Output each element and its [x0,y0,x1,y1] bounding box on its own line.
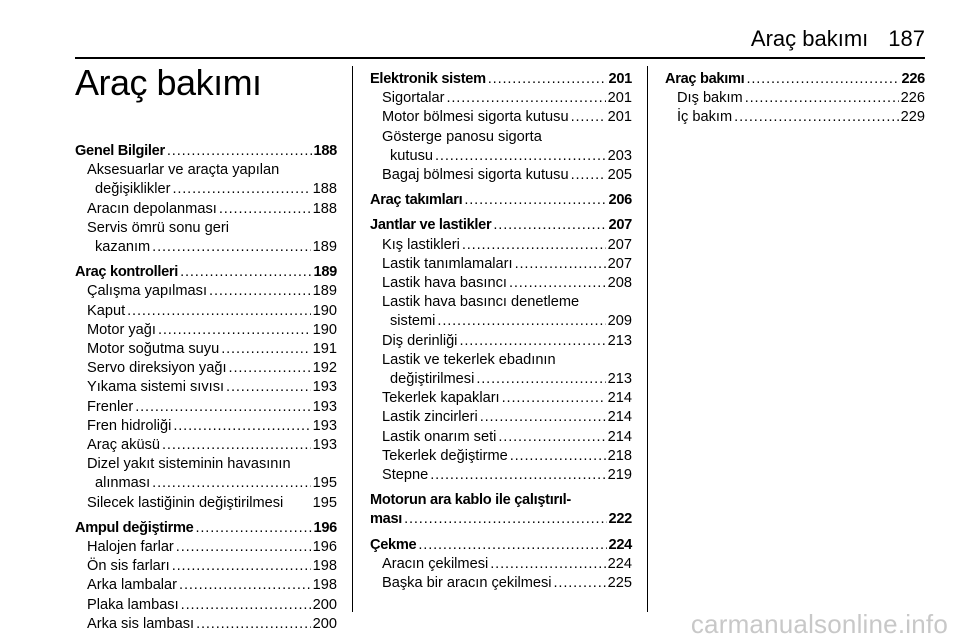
dot-leader [196,615,311,634]
item-entry [87,282,337,301]
toc-item[interactable] [75,596,337,615]
item-entry [87,474,337,493]
item-entry [87,615,337,634]
item-page: 190 [312,302,337,319]
item-label: Kış lastikleri [382,236,460,253]
dot-leader [746,70,899,89]
item-page: 198 [312,558,337,575]
dot-leader [476,370,605,389]
dot-leader [571,166,606,185]
toc-section [75,142,337,257]
item-label: Fren hidroliği [87,417,172,434]
item-entry [382,147,632,166]
item-page: 207 [607,236,632,253]
watermark: carmanualsonline.info [690,609,948,639]
item-page: 201 [607,90,632,107]
section-entry[interactable] [75,519,337,538]
item-entry [87,238,337,257]
dot-leader [493,216,606,235]
dot-leader [430,466,605,485]
section-entry[interactable] [370,191,632,210]
toc-section [370,70,632,185]
toc-item[interactable] [665,89,925,108]
item-page: 203 [607,147,632,164]
item-label: Servo direksiyon yağı [87,360,227,377]
item-entry [382,447,632,466]
section-page: 196 [313,519,337,536]
toc-item[interactable] [370,389,632,408]
dot-leader [229,359,311,378]
item-page: 219 [607,467,632,484]
toc-item[interactable] [75,340,337,359]
item-page: 189 [312,239,337,256]
item-entry [382,555,632,574]
section-entry[interactable] [75,263,337,282]
item-entry [87,576,337,595]
dot-leader [462,236,606,255]
item-page: 214 [607,390,632,407]
item-label: değiştirilmesi [390,371,475,388]
item-entry [382,236,632,255]
toc-section [665,70,925,128]
section-title: Araç bakımı [665,71,745,87]
section-entry[interactable] [370,536,632,555]
item-page: 213 [607,332,632,349]
item-page: 218 [607,447,632,464]
item-label: kazanım [95,239,151,256]
item-page: 214 [607,409,632,426]
item-label: Ön sis farları [87,558,170,575]
item-label: Motor soğutma suyu [87,341,220,358]
dot-leader [571,108,606,127]
section-title: Araç takımları [370,192,463,209]
dot-leader [502,389,606,408]
toc-item[interactable] [75,161,337,199]
section-title: Çekme [370,536,417,553]
toc-item[interactable] [75,398,337,417]
running-header [75,26,925,56]
dot-leader [734,108,898,127]
item-label: Aracın çekilmesi [382,555,489,572]
toc-item[interactable] [370,236,632,255]
dot-leader [181,596,311,615]
column-divider [647,66,648,612]
toc-item[interactable] [75,282,337,301]
item-entry [87,417,337,436]
toc-item[interactable] [75,321,337,340]
toc-item[interactable] [370,447,632,466]
dot-leader [127,302,311,321]
item-label: Lastik tanımlamaları [382,255,513,272]
item-entry [87,398,337,417]
item-entry [87,340,337,359]
toc-item[interactable] [370,89,632,108]
dot-leader [464,191,606,210]
toc-item[interactable] [370,293,632,331]
dot-leader [490,555,605,574]
dot-leader [195,519,311,538]
item-entry [382,389,632,408]
toc-item[interactable] [370,166,632,185]
dot-leader [745,89,899,108]
item-page: 192 [312,360,337,377]
dot-leader [488,70,607,89]
item-page: 188 [312,181,337,198]
dot-leader [509,274,606,293]
toc-item[interactable] [370,574,632,593]
toc-item[interactable] [370,255,632,274]
section-entry[interactable] [75,142,337,161]
dot-leader [209,282,311,301]
item-entry [382,108,632,127]
item-entry [382,428,632,447]
item-label: Lastik hava basıncı denetleme [382,294,580,311]
item-page: 195 [312,475,337,492]
item-label: Plaka lambası [87,596,179,613]
section-page: 206 [608,192,632,209]
item-page: 226 [900,90,925,107]
dot-leader [167,142,312,161]
toc-item[interactable] [75,494,337,513]
toc-item[interactable] [75,455,337,493]
dot-leader [498,428,605,447]
toc-section [75,519,337,634]
item-entry [87,359,337,378]
dot-leader [152,474,310,493]
section-title: Genel Bilgiler [75,143,165,159]
item-page: 198 [312,577,337,594]
item-entry [382,332,632,351]
item-page: 196 [312,539,337,556]
toc-item[interactable] [370,555,632,574]
item-label: Bagaj bölmesi sigorta kutusu [382,167,569,184]
item-page: 205 [607,167,632,184]
item-label: Aksesuarlar ve araçta yapılan [87,162,280,179]
item-label: Dış bakım [677,90,743,107]
item-entry [382,574,632,593]
toc-item[interactable] [75,576,337,595]
section-page: 224 [608,536,632,553]
toc-item[interactable] [75,615,337,634]
dot-leader [510,447,606,466]
item-label: Lastik onarım seti [382,428,497,445]
dot-leader [446,89,605,108]
toc-item[interactable] [75,557,337,576]
section-page: 188 [313,143,337,159]
column-divider [352,66,353,612]
dot-leader [226,378,311,397]
item-page: 200 [312,615,337,632]
toc-item[interactable] [370,408,632,427]
toc-item[interactable] [75,200,337,219]
item-label: Araç aküsü [87,437,161,454]
item-page: 193 [312,379,337,396]
dot-leader [437,312,605,331]
section-title: Araç kontrolleri [75,264,179,281]
item-label: kutusu [390,147,433,164]
dot-leader [172,180,310,199]
header-rule [75,57,925,59]
item-label: Stepne [382,467,429,484]
item-label: Çalışma yapılması [87,283,208,300]
dot-leader [435,147,606,166]
toc-item[interactable] [75,302,337,321]
dot-leader [172,557,311,576]
toc-item[interactable] [75,436,337,455]
item-entry [87,302,337,321]
dot-leader [554,574,606,593]
item-entry [87,596,337,615]
item-page: 195 [312,494,337,511]
item-page: 191 [312,341,337,358]
item-entry [87,436,337,455]
item-page: 201 [607,109,632,126]
toc-section [370,491,632,529]
item-entry [677,89,925,108]
page-number: 187 [888,26,925,51]
toc-section [370,536,632,594]
toc-item[interactable] [370,108,632,127]
toc-column-3 [665,70,925,128]
item-entry [87,557,337,576]
item-page: 207 [607,255,632,272]
item-entry [382,274,632,293]
item-label: Lastik ve tekerlek ebadının [382,351,556,368]
dot-leader [459,332,605,351]
item-page: 193 [312,437,337,454]
section-title: Jantlar ve lastikler [370,217,492,234]
item-entry [87,321,337,340]
item-page: 213 [607,371,632,388]
item-label: Lastik zincirleri [382,409,478,426]
item-label: Servis ömrü sonu geri [87,219,229,236]
toc-item[interactable] [370,332,632,351]
item-label: Motor bölmesi sigorta kutusu [382,109,569,126]
dot-leader [515,255,606,274]
section-page: 189 [313,264,337,281]
item-page: 224 [607,555,632,572]
dot-leader [221,340,310,359]
dot-leader [418,536,606,555]
toc-item[interactable] [370,466,632,485]
item-label: İç bakım [677,109,733,126]
section-title: ması [370,511,403,528]
section-entry[interactable] [370,216,632,235]
item-label: Sigortalar [382,90,445,107]
item-label: Diş derinliği [382,332,458,349]
running-header-title: Araç bakımı [750,26,869,51]
item-label: Yıkama sistemi sıvısı [87,379,225,396]
item-page: 209 [607,313,632,330]
item-label: Dizel yakıt sisteminin havasının [87,456,291,473]
toc-item[interactable] [370,351,632,389]
toc-section [370,216,632,485]
dot-leader [179,576,311,595]
item-page: 193 [312,417,337,434]
item-entry [382,312,632,331]
dot-leader [173,417,310,436]
dot-leader [135,398,310,417]
toc-item[interactable] [370,274,632,293]
item-entry [87,538,337,557]
item-label: Motor yağı [87,321,156,338]
section-page: 201 [608,71,632,87]
item-page: 225 [607,575,632,592]
item-page: 208 [607,275,632,292]
item-entry [382,466,632,485]
dot-leader [404,510,606,529]
section-entry[interactable] [370,70,632,89]
dot-leader [158,321,311,340]
item-label: Aracın depolanması [87,200,217,217]
dot-leader [152,238,310,257]
toc-item[interactable] [75,219,337,257]
item-label: sistemi [390,313,436,330]
section-page: 226 [901,71,925,87]
item-label: Tekerlek kapakları [382,390,500,407]
toc-item[interactable] [75,378,337,397]
toc-item[interactable] [75,417,337,436]
item-entry [87,378,337,397]
item-label: Arka sis lambası [87,615,195,632]
item-label: Tekerlek değiştirme [382,447,508,464]
toc-item[interactable] [75,538,337,557]
page-title: Araç bakımı [75,62,262,103]
item-label: alınması [95,475,151,492]
dot-leader [180,263,311,282]
item-page: 190 [312,321,337,338]
item-label: Başka bir aracın çekilmesi [382,575,552,592]
item-page: 214 [607,428,632,445]
section-entry[interactable] [370,510,632,529]
section-page: 222 [608,511,632,528]
item-entry [382,408,632,427]
toc-item[interactable] [370,128,632,166]
dot-leader [219,200,311,219]
item-entry [677,108,925,127]
item-page: 200 [312,596,337,613]
item-label: Frenler [87,398,134,415]
item-page: 193 [312,398,337,415]
item-label: Kaput [87,302,126,319]
item-entry [87,200,337,219]
toc-column-2 [370,70,632,593]
item-entry [382,89,632,108]
toc-section [75,263,337,513]
item-label: Halojen farlar [87,539,174,556]
dot-leader [162,436,311,455]
item-page: 189 [312,283,337,300]
item-label: Arka lambalar [87,577,178,594]
item-page: 229 [900,109,925,126]
item-entry [382,370,632,389]
item-entry [382,255,632,274]
item-entry [87,494,337,513]
item-entry [87,180,337,199]
section-title: Ampul değiştirme [75,519,194,536]
item-label: Silecek lastiğinin değiştirilmesi [87,494,284,511]
item-label: Gösterge panosu sigorta [382,128,542,145]
section-title: Elektronik sistem [370,71,486,87]
dot-leader [480,408,606,427]
item-label: Lastik hava basıncı [382,275,507,292]
toc-item[interactable] [665,108,925,127]
section-title[interactable]: Motorun ara kablo ile çalıştırıl- [370,492,571,509]
item-page: 188 [312,200,337,217]
item-label: değişiklikler [95,181,171,198]
dot-leader [176,538,311,557]
toc-item[interactable] [370,428,632,447]
section-entry[interactable] [665,70,925,89]
item-entry [382,166,632,185]
toc-section [370,191,632,210]
section-page: 207 [608,217,632,234]
toc-item[interactable] [75,359,337,378]
toc-column-1 [75,142,337,634]
